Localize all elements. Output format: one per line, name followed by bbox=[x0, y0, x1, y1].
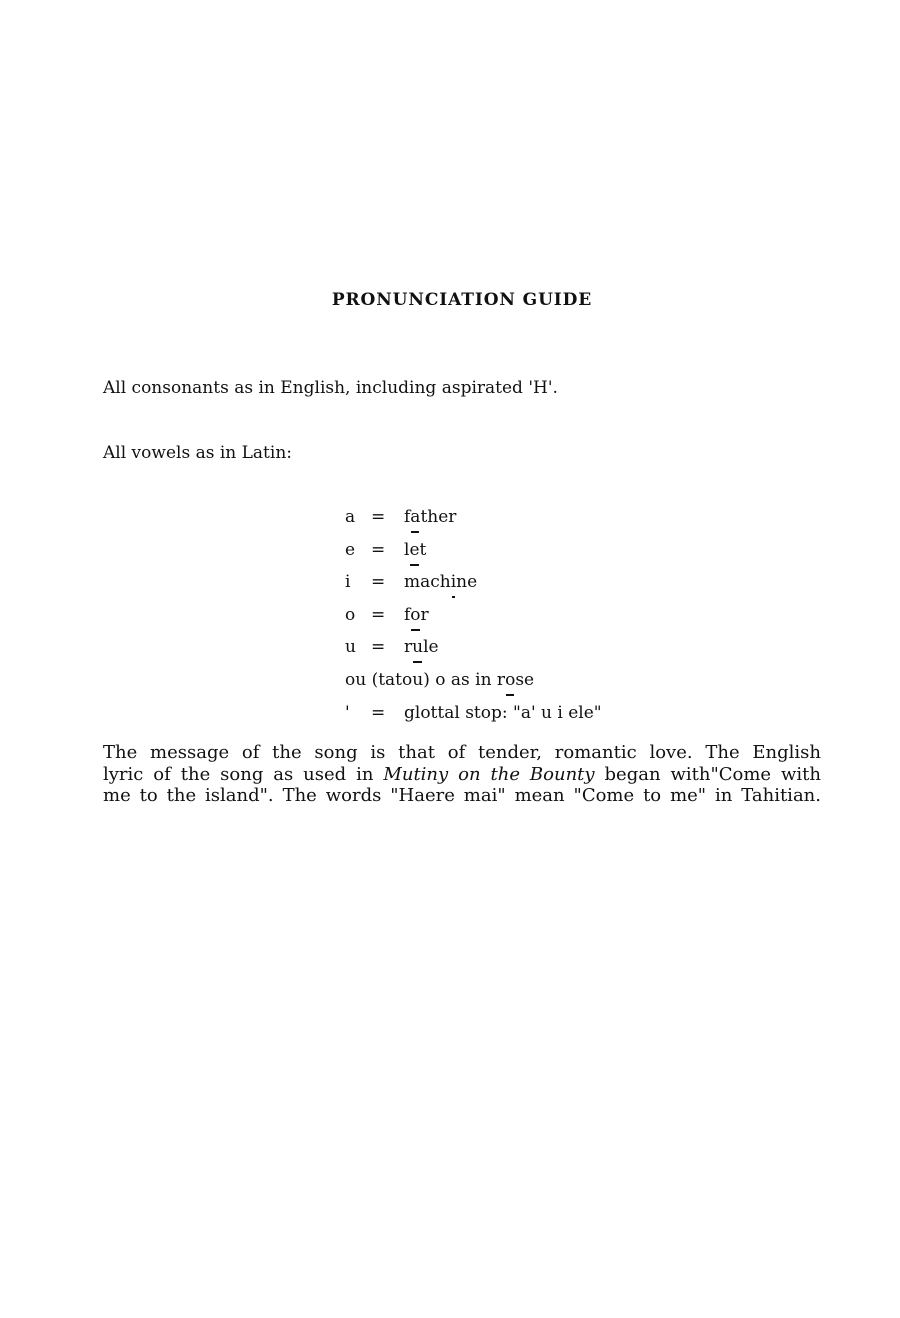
consonants-line: All consonants as in English, including aspirated 'H'. bbox=[103, 378, 558, 398]
macron-letter: o bbox=[410, 604, 421, 625]
example-word: for bbox=[404, 604, 429, 625]
macron-letter: a bbox=[410, 507, 421, 527]
macron-letter: i bbox=[450, 572, 457, 593]
paragraph-line-2: lyric of the song as used in Mutiny on the Bounty began with"Come with bbox=[103, 763, 821, 785]
equals-sign: = bbox=[371, 572, 386, 593]
vowel-letter: e bbox=[345, 539, 356, 560]
paragraph-line-3: me to the island". The words "Haere mai" mean "Come to me" in Tahitian. bbox=[103, 785, 821, 806]
glottal-mark: ' bbox=[345, 702, 350, 723]
equals-sign: = bbox=[371, 702, 386, 723]
vowel-letter: o bbox=[345, 604, 356, 625]
film-title: Mutiny on the Bounty bbox=[383, 763, 595, 785]
vowel-letter: u bbox=[345, 637, 356, 658]
ou-description: ou (tatou) o as in rose bbox=[345, 669, 535, 690]
equals-sign: = bbox=[371, 604, 386, 625]
vowels-line: All vowels as in Latin: bbox=[103, 443, 292, 463]
vowel-letter: a bbox=[345, 507, 356, 527]
song-note-paragraph bbox=[103, 742, 821, 807]
equals-sign: = bbox=[371, 507, 386, 527]
glottal-description: glottal stop: "a' u i ele" bbox=[404, 702, 602, 723]
example-word: machine bbox=[404, 572, 478, 593]
macron-letter: u bbox=[412, 637, 424, 658]
page-title: PRONUNCIATION GUIDE bbox=[331, 290, 593, 310]
example-word: rule bbox=[404, 637, 439, 658]
paragraph-line-1: The message of the song is that of tender, romantic love. The English bbox=[103, 742, 821, 763]
example-word: let bbox=[404, 539, 427, 560]
equals-sign: = bbox=[371, 637, 386, 658]
vowel-letter: i bbox=[345, 572, 351, 593]
macron-letter: e bbox=[409, 539, 420, 560]
equals-sign: = bbox=[371, 539, 386, 560]
example-word: father bbox=[404, 507, 457, 527]
macron-letter: o bbox=[505, 669, 516, 690]
